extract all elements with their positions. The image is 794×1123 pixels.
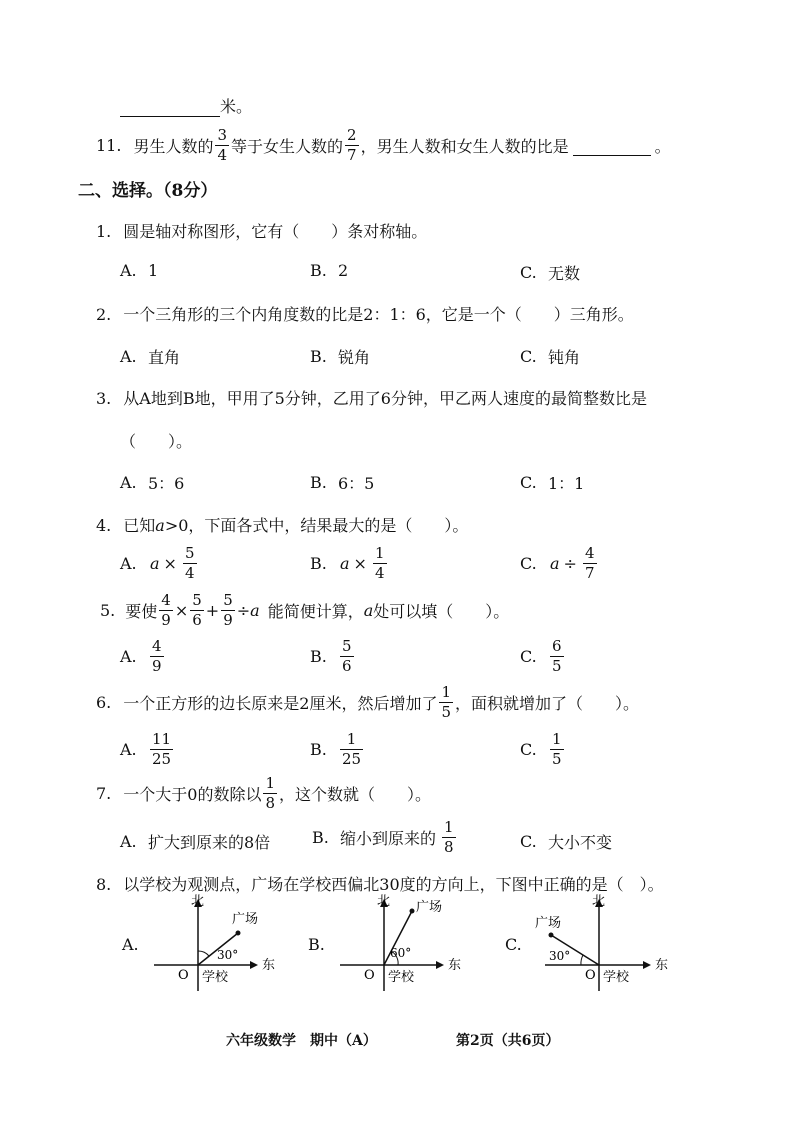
svg-text:北: 北 [377,894,391,909]
svg-text:30°: 30° [217,948,239,962]
svg-text:60°: 60° [390,946,412,960]
question-6: 6. 一个正方形的边长原来是2厘米，然后增加了 $\frac{1}{5}$ ，面积就增加了（ ）。 [96,683,640,721]
option-b[interactable]: B. 2 [310,261,349,280]
option-b[interactable]: B. $\frac{1}{25}$ [310,730,362,768]
question-4: 4. 已知a>0，下面各式中，结果最大的是（ ）。 [96,516,469,535]
option-c[interactable]: C. $\frac{6}{5}$ [520,637,562,675]
svg-text:东: 东 [448,958,462,973]
compass-diagram-a [122,893,282,993]
svg-text:30°: 30° [549,949,571,963]
option-a[interactable]: A. 扩大到原来的8倍 [120,832,271,852]
option-b[interactable]: B. a × $\frac{1}{4}$ [310,544,385,582]
question-2: 2. 一个三角形的三个内角度数的比是2：1：6，它是一个（ ）三角形。 [96,305,634,324]
blank[interactable] [120,97,220,117]
compass-diagram-c [505,893,675,993]
east-arrow [250,961,258,969]
option-b[interactable]: B. 缩小到原来的 $\frac{1}{8}$ [312,818,454,856]
fraction: $\frac{3}{4}$ [217,126,228,164]
answer-blank-line: 米。 [120,94,252,117]
svg-text:学校: 学校 [202,970,229,985]
section-title: 二、选择。（8分） [78,181,218,201]
question-7: 7. 一个大于0的数除以 $\frac{1}{8}$ ，这个数就（ ）。 [96,774,432,812]
option-b[interactable]: B. 6：5 [310,473,375,493]
option-c[interactable]: C. $\frac{1}{5}$ [520,730,562,768]
option-a[interactable]: A. a × $\frac{5}{4}$ [120,544,195,582]
option-a[interactable]: A. 5：6 [120,473,185,493]
svg-text:O: O [585,968,596,983]
footer-left: 六年级数学 期中（A） [226,1033,377,1049]
option-c[interactable]: C. 无数 [520,263,581,283]
fraction: $\frac{4}{7}$ [584,544,595,582]
svg-text:学校: 学校 [388,970,415,985]
option-b[interactable]: B. 北 东 O 学校 广场 60° [308,893,468,993]
svg-text:广场: 广场 [416,900,443,915]
question-1: 1. 圆是轴对称图形，它有（ ）条对称轴。 [96,222,428,241]
option-c[interactable]: C. a ÷ $\frac{4}{7}$ [520,544,595,582]
option-a[interactable]: A. $\frac{4}{9}$ [120,637,162,675]
svg-text:O: O [178,968,189,983]
answer-blank[interactable] [573,136,651,156]
question-11: 11. 男生人数的 $\frac{3}{4}$ 等于女生人数的 $\frac{2}{7}$ ，男生人数和女生人数的比是 。 [96,126,671,164]
svg-text:北: 北 [592,894,606,909]
question-5: 5. 要使 $\frac{4}{9}$ × $\frac{5}{6}$ + $\frac{5}{9}$ ÷ a 能简便计算， a 处可以填（ ）。 [100,591,510,629]
svg-text:东: 东 [262,958,276,973]
svg-text:东: 东 [655,958,669,973]
svg-text:广场: 广场 [535,916,562,931]
option-c[interactable]: C. 大小不变 [520,832,613,852]
option-c[interactable]: C. 钝角 [520,347,581,367]
option-c[interactable]: C. 1：1 [520,473,585,493]
svg-text:学校: 学校 [603,970,630,985]
east-arrow [643,961,651,969]
svg-text:O: O [364,968,375,983]
option-a[interactable]: A. $\frac{11}{25}$ [120,730,172,768]
option-b[interactable]: B. 锐角 [310,347,371,367]
east-arrow [436,961,444,969]
option-b[interactable]: B. $\frac{5}{6}$ [310,637,352,675]
svg-text:北: 北 [191,894,205,909]
question-3: 3. 从A地到B地，甲用了5分钟，乙用了6分钟，甲乙两人速度的最简整数比是 [96,389,647,408]
question-8: 8. 以学校为观测点，广场在学校西偏北30度的方向上，下图中正确的是（ ）。 [96,875,664,894]
fraction: $\frac{1}{4}$ [374,544,385,582]
fraction: $\frac{2}{7}$ [347,126,357,164]
option-c[interactable]: C. 北 东 O 学校 广场 30° [505,893,675,993]
fraction: $\frac{5}{4}$ [184,544,195,582]
option-a[interactable]: A. 1 [120,261,159,280]
option-a[interactable]: A. 北 东 O 学校 广场 30° [122,893,282,993]
svg-text:广场: 广场 [232,912,259,927]
option-a[interactable]: A. 直角 [120,347,181,367]
footer-right: 第2页（共6页） [456,1033,560,1049]
question-3-blank: （ ）。 [120,432,193,451]
compass-diagram-b [308,893,468,993]
